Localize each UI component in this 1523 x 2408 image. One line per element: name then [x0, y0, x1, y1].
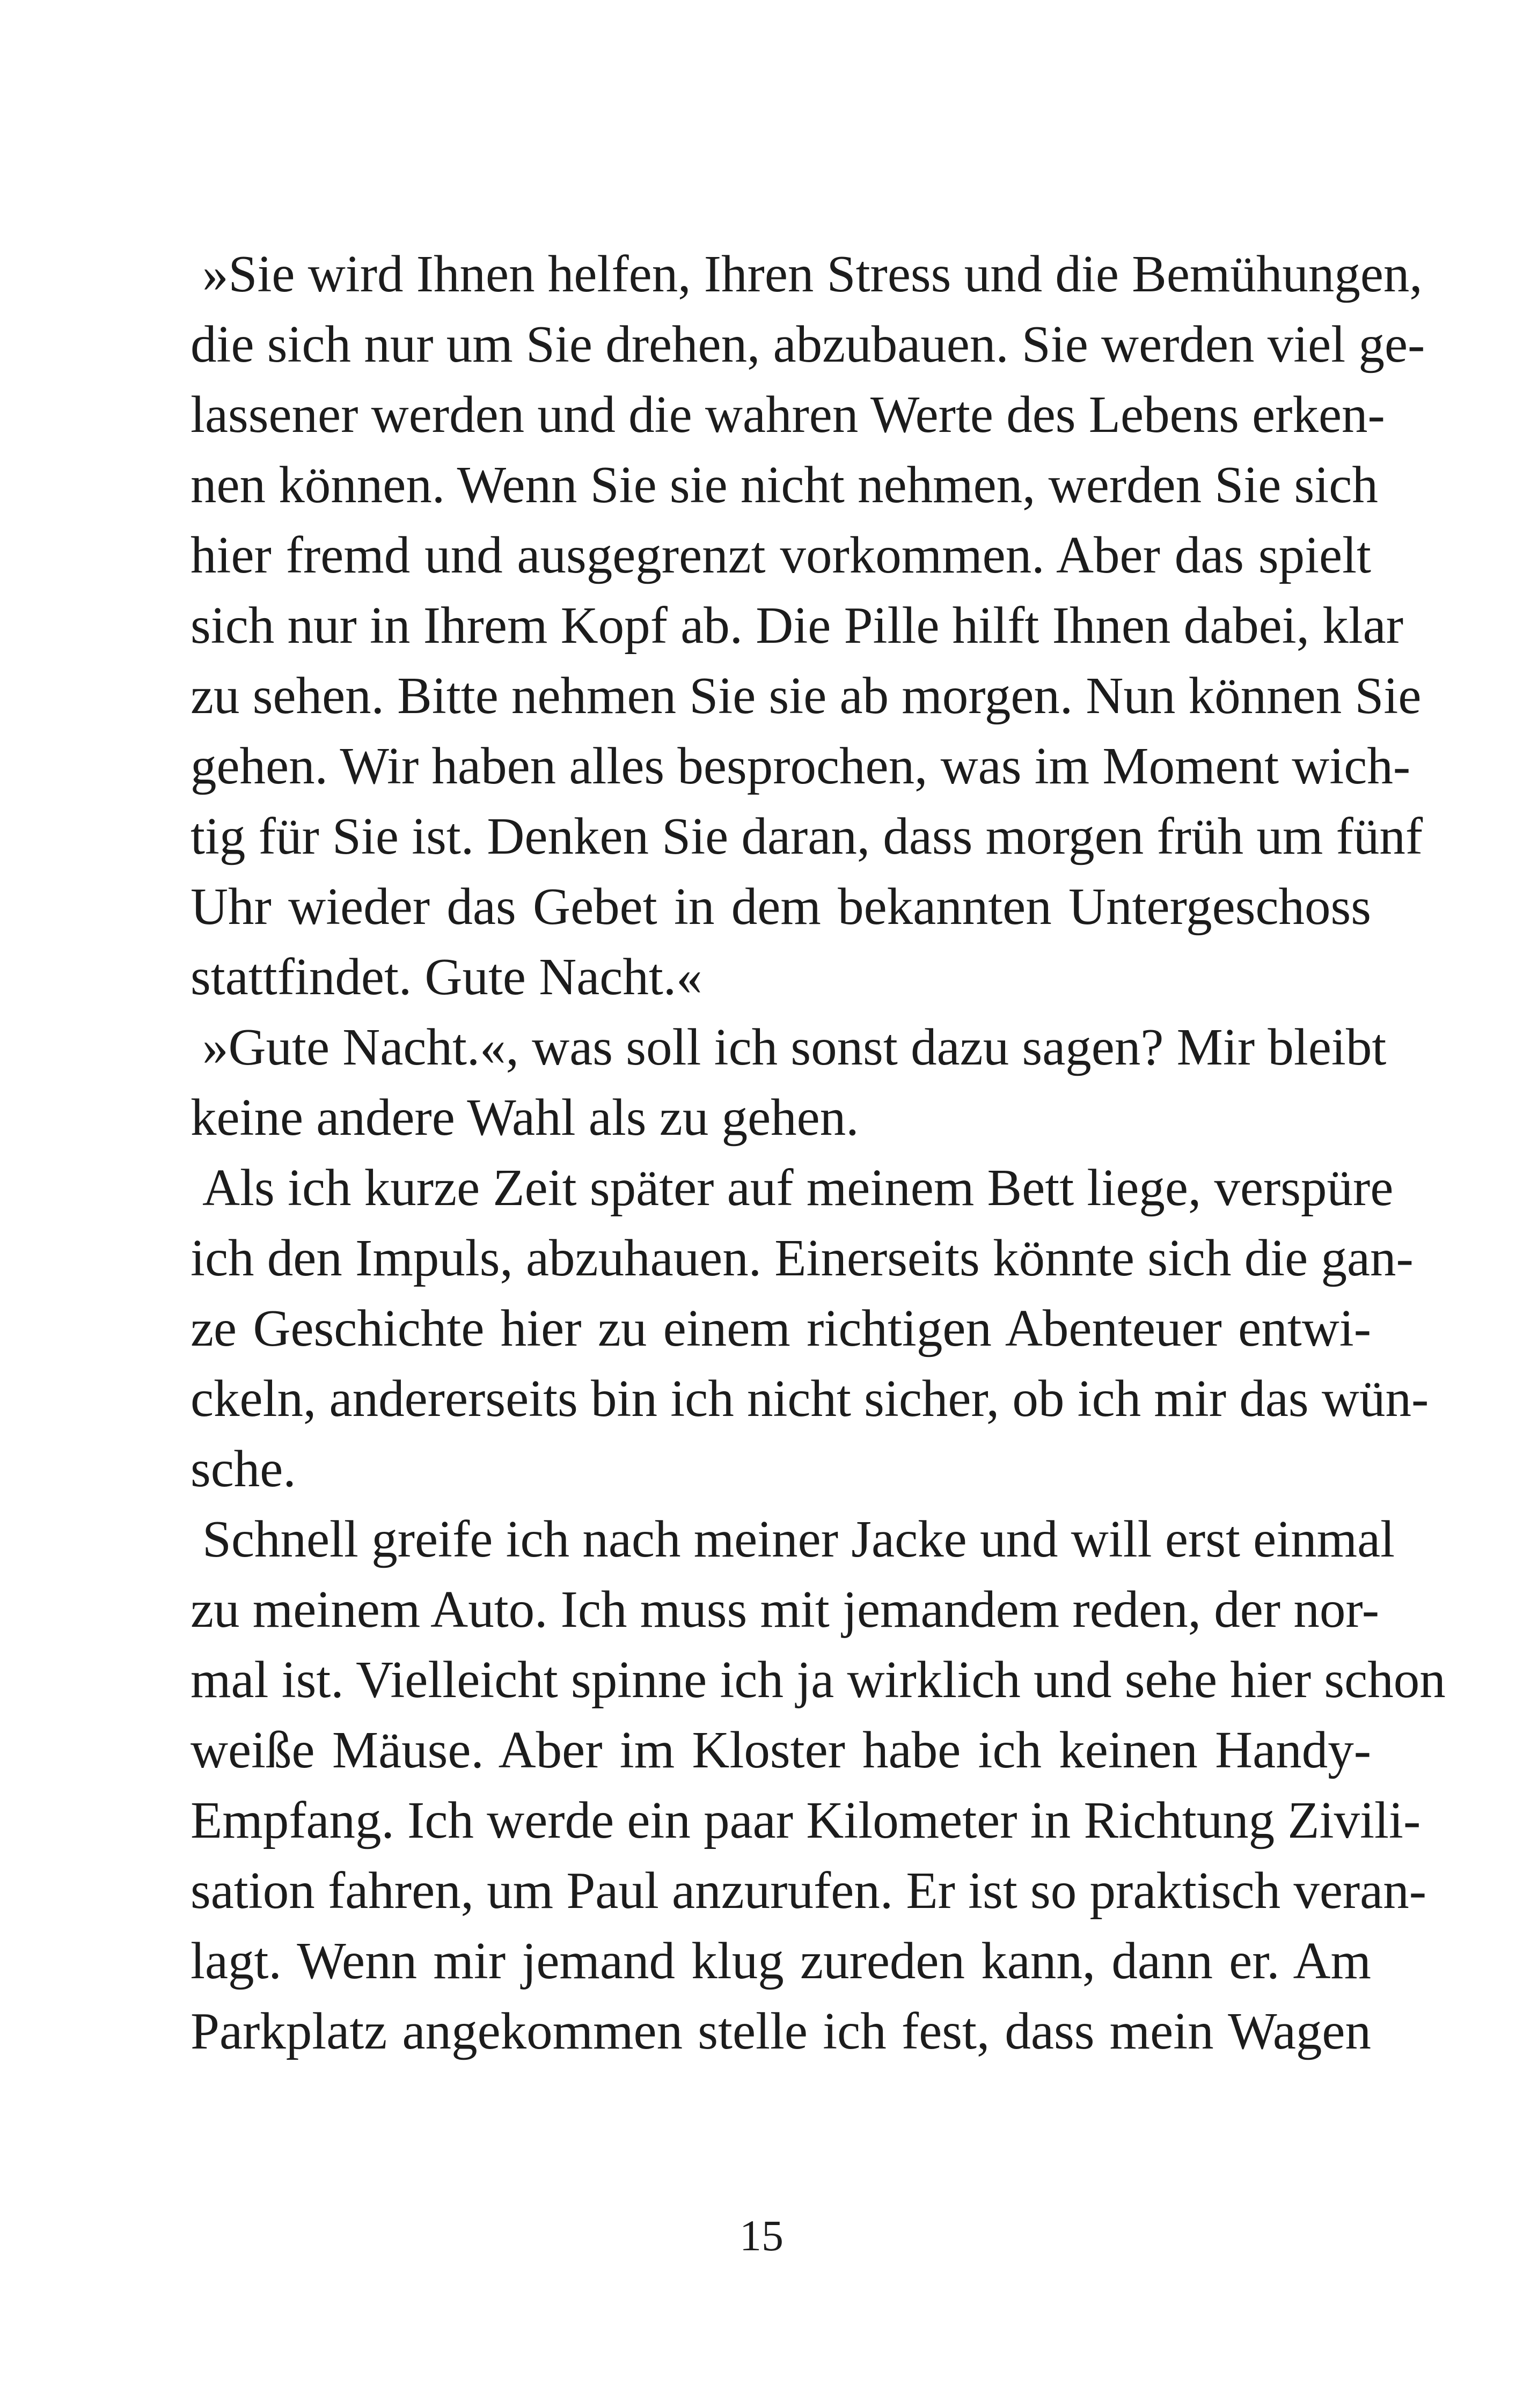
text-line: ckeln, andererseits bin ich nicht sicher, ob ich mir das wün- — [191, 1370, 1429, 1427]
text-line: sche. — [191, 1440, 296, 1497]
text-line: gehen. Wir haben alles besprochen, was im Moment wich- — [191, 737, 1411, 795]
text-line: mal ist. Vielleicht spinne ich ja wirklich und sehe hier schon — [191, 1651, 1446, 1708]
text-line: weiße Mäuse. Aber im Kloster habe ich keinen Handy- — [191, 1721, 1371, 1779]
text-line: stattfindet. Gute Nacht.« — [191, 948, 702, 1005]
text-line: sich nur in Ihrem Kopf ab. Die Pille hilft Ihnen dabei, klar — [191, 597, 1404, 654]
text-line: Uhr wieder das Gebet in dem bekannten Untergeschoss — [191, 878, 1371, 935]
text-line: nen können. Wenn Sie sie nicht nehmen, werden Sie sich — [191, 456, 1378, 513]
text-line: Als ich kurze Zeit später auf meinem Bett liege, verspüre — [202, 1159, 1394, 1216]
body-text — [191, 239, 1446, 2066]
text-line: »Gute Nacht.«, was soll ich sonst dazu sagen? Mir bleibt — [202, 1018, 1387, 1076]
text-line: die sich nur um Sie drehen, abzubauen. Sie werden viel ge- — [191, 315, 1425, 373]
text-line: ze Geschichte hier zu einem richtigen Abenteuer entwi- — [191, 1300, 1371, 1357]
text-line: Empfang. Ich werde ein paar Kilometer in Richtung Zivili- — [191, 1792, 1421, 1849]
page-number: 15 — [739, 2211, 784, 2260]
text-line: lagt. Wenn mir jemand klug zureden kann, dann er. Am — [191, 1932, 1371, 1989]
text-line: keine andere Wahl als zu gehen. — [191, 1089, 859, 1146]
text-line: Schnell greife ich nach meiner Jacke und will erst einmal — [202, 1510, 1395, 1568]
text-line: ich den Impuls, abzuhauen. Einerseits könnte sich die gan- — [191, 1229, 1414, 1287]
text-line: zu meinem Auto. Ich muss mit jemandem reden, der nor- — [191, 1581, 1379, 1638]
text-line: »Sie wird Ihnen helfen, Ihren Stress und die Bemühungen, — [202, 245, 1423, 303]
text-line: lassener werden und die wahren Werte des Lebens erken- — [191, 386, 1385, 443]
text-line: sation fahren, um Paul anzurufen. Er ist so praktisch veran- — [191, 1862, 1427, 1919]
text-line: zu sehen. Bitte nehmen Sie sie ab morgen. Nun können Sie — [191, 667, 1422, 724]
text-line: tig für Sie ist. Denken Sie daran, dass morgen früh um fünf — [191, 807, 1423, 865]
text-line: hier fremd und ausgegrenzt vorkommen. Aber das spielt — [191, 526, 1371, 584]
text-line: Parkplatz angekommen stelle ich fest, dass mein Wagen — [191, 2002, 1371, 2060]
